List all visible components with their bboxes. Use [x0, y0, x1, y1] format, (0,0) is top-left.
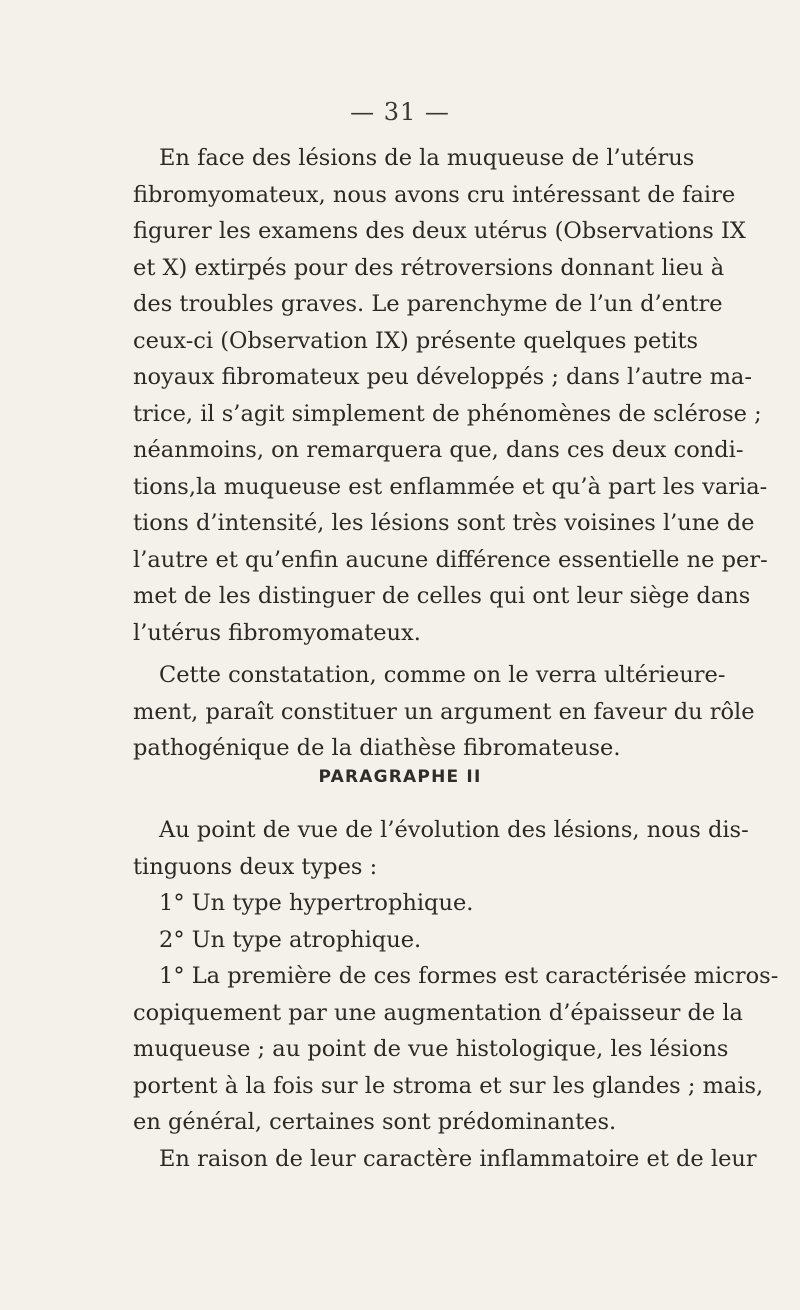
text-line: 1° La première de ces formes est caractérisée micros- — [159, 963, 779, 989]
text-line: figurer les examens des deux utérus (Observations IX — [133, 218, 746, 244]
text-line: met de les distinguer de celles qui ont leur siège dans — [133, 583, 751, 609]
page-number: — 31 — — [350, 98, 450, 126]
text-line: Cette constatation, comme on le verra ultérieure- — [159, 662, 726, 688]
text-line: des troubles graves. Le parenchyme de l’un d’entre — [133, 291, 723, 317]
text-line: copiquement par une augmentation d’épaisseur de la — [133, 999, 743, 1026]
text-line: néanmoins, on remarquera que, dans ces deux condi- — [133, 437, 744, 463]
text-line: tions d’intensité, les lésions sont très voisines l’une de — [133, 510, 755, 536]
text-line: tions,la muqueuse est enflammée et qu’à part les varia- — [133, 473, 768, 500]
text-line: En raison de leur caractère inflammatoire et de leur — [159, 1145, 757, 1172]
text-line: muqueuse ; au point de vue histologique, les lésions — [133, 1036, 729, 1062]
text-line: pathogénique de la diathèse fibromateuse. — [133, 735, 621, 761]
text-line: portent à la fois sur le stroma et sur les glandes ; mais, — [133, 1072, 764, 1099]
text-line: tinguons deux types : — [133, 853, 378, 880]
text-line: en général, certaines sont prédominantes. — [133, 1109, 617, 1135]
section-heading: PARAGRAPHE II — [318, 767, 482, 787]
paragraph-2 — [133, 657, 755, 767]
text-line: et X) extirpés pour des rétroversions donnant lieu à — [133, 254, 725, 281]
paragraph-1 — [133, 140, 768, 651]
text-line: l’utérus fibromyomateux. — [133, 619, 421, 646]
text-line: ment, paraît constituer un argument en faveur du rôle — [133, 698, 755, 725]
text-line: 1° Un type hypertrophique. — [159, 890, 474, 916]
paragraph-3 — [133, 812, 779, 1177]
text-line: noyaux fibromateux peu développés ; dans l’autre ma- — [133, 364, 752, 390]
text-line: fibromyomateux, nous avons cru intéressant de faire — [133, 181, 736, 208]
text-line: Au point de vue de l’évolution des lésions, nous dis- — [159, 817, 749, 843]
text-line: l’autre et qu’enfin aucune différence essentielle ne per- — [133, 546, 768, 573]
text-line: trice, il s’agit simplement de phénomènes de sclérose ; — [133, 400, 762, 427]
text-line: ceux-ci (Observation IX) présente quelques petits — [133, 327, 699, 354]
text-line: En face des lésions de la muqueuse de l’utérus — [159, 145, 695, 171]
text-line: 2° Un type atrophique. — [159, 926, 422, 953]
